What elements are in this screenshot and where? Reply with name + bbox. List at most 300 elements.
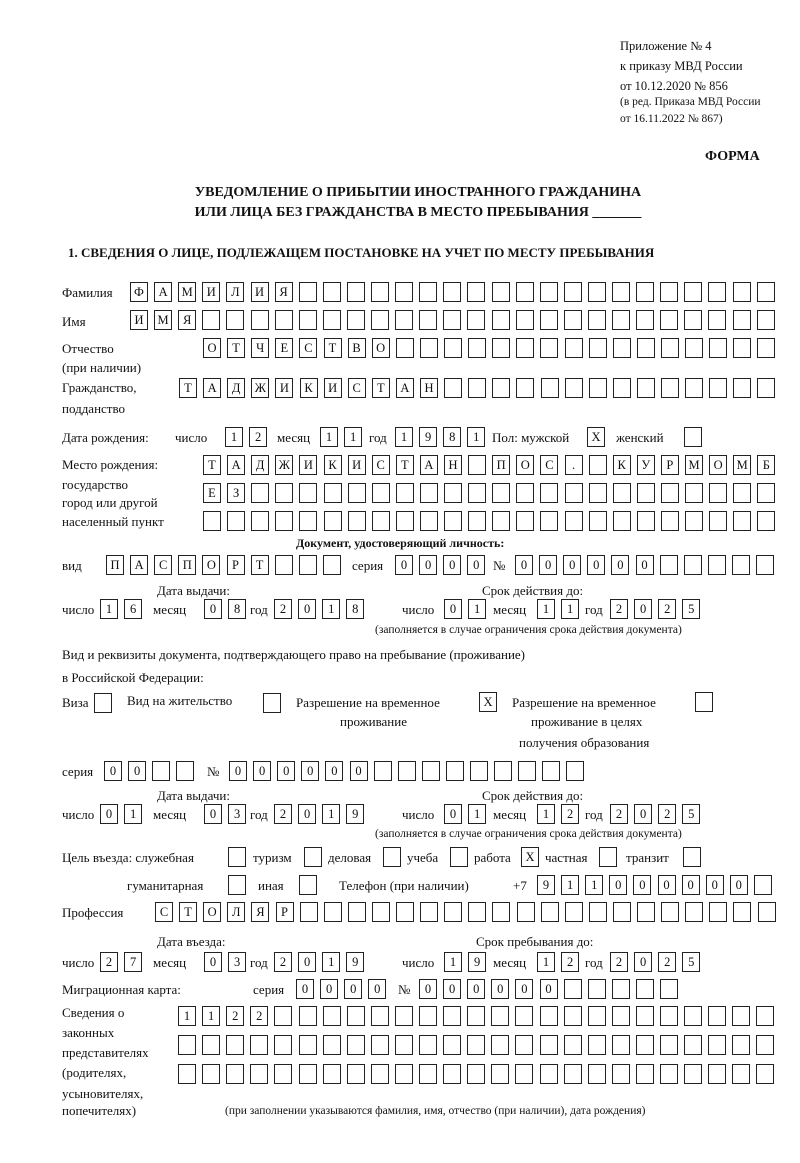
char-cell[interactable]: Ч bbox=[251, 338, 269, 358]
char-cell[interactable]: 0 bbox=[350, 761, 368, 781]
char-cell[interactable] bbox=[347, 282, 365, 302]
char-cell[interactable]: А bbox=[396, 378, 414, 398]
char-cell[interactable] bbox=[347, 1064, 365, 1084]
char-cell[interactable] bbox=[540, 483, 558, 503]
char-cell[interactable] bbox=[323, 1064, 341, 1084]
char-cell[interactable]: 1 bbox=[537, 599, 555, 619]
char-cell[interactable] bbox=[202, 310, 220, 330]
char-cell[interactable] bbox=[588, 310, 606, 330]
char-cell[interactable] bbox=[371, 1035, 389, 1055]
char-cell[interactable]: А bbox=[154, 282, 172, 302]
char-cell[interactable] bbox=[371, 282, 389, 302]
char-cell[interactable] bbox=[589, 483, 607, 503]
checkbox-cell[interactable] bbox=[383, 847, 401, 867]
char-cell[interactable] bbox=[516, 338, 534, 358]
char-cell[interactable] bbox=[420, 902, 438, 922]
char-cell[interactable] bbox=[250, 1064, 268, 1084]
char-cell[interactable]: 3 bbox=[228, 804, 246, 824]
char-cell[interactable] bbox=[732, 555, 750, 575]
char-cell[interactable] bbox=[661, 378, 679, 398]
char-cell[interactable] bbox=[347, 1006, 365, 1026]
char-cell[interactable] bbox=[564, 282, 582, 302]
char-cell[interactable]: Т bbox=[372, 378, 390, 398]
char-cell[interactable] bbox=[588, 1006, 606, 1026]
char-cell[interactable]: Ж bbox=[251, 378, 269, 398]
char-cell[interactable] bbox=[419, 282, 437, 302]
checkbox-cell[interactable] bbox=[599, 847, 617, 867]
char-cell[interactable] bbox=[470, 761, 488, 781]
char-cell[interactable] bbox=[684, 1006, 702, 1026]
char-cell[interactable]: 0 bbox=[730, 875, 748, 895]
char-cell[interactable]: 6 bbox=[124, 599, 142, 619]
char-cell[interactable]: 1 bbox=[344, 427, 362, 447]
char-cell[interactable] bbox=[323, 1006, 341, 1026]
char-cell[interactable] bbox=[251, 511, 269, 531]
char-cell[interactable] bbox=[709, 483, 727, 503]
char-cell[interactable]: 0 bbox=[467, 555, 485, 575]
char-cell[interactable] bbox=[492, 902, 510, 922]
char-cell[interactable] bbox=[420, 511, 438, 531]
char-cell[interactable]: 0 bbox=[634, 599, 652, 619]
char-cell[interactable] bbox=[372, 511, 390, 531]
char-cell[interactable]: Р bbox=[661, 455, 679, 475]
char-cell[interactable]: 0 bbox=[296, 979, 314, 999]
char-cell[interactable]: 1 bbox=[444, 952, 462, 972]
char-cell[interactable] bbox=[467, 1035, 485, 1055]
char-cell[interactable]: О bbox=[203, 338, 221, 358]
checkbox-cell[interactable] bbox=[695, 692, 713, 712]
char-cell[interactable] bbox=[684, 1035, 702, 1055]
char-cell[interactable] bbox=[515, 1035, 533, 1055]
char-cell[interactable]: 0 bbox=[491, 979, 509, 999]
char-cell[interactable] bbox=[709, 511, 727, 531]
char-cell[interactable] bbox=[299, 483, 317, 503]
char-cell[interactable]: 8 bbox=[228, 599, 246, 619]
char-cell[interactable] bbox=[419, 1035, 437, 1055]
char-cell[interactable] bbox=[274, 1035, 292, 1055]
char-cell[interactable]: 0 bbox=[277, 761, 295, 781]
char-cell[interactable] bbox=[757, 378, 775, 398]
char-cell[interactable] bbox=[589, 511, 607, 531]
char-cell[interactable]: В bbox=[348, 338, 366, 358]
checkbox-cell[interactable] bbox=[228, 847, 246, 867]
char-cell[interactable]: 9 bbox=[346, 952, 364, 972]
char-cell[interactable] bbox=[637, 511, 655, 531]
char-cell[interactable] bbox=[494, 761, 512, 781]
char-cell[interactable] bbox=[613, 378, 631, 398]
char-cell[interactable] bbox=[395, 310, 413, 330]
char-cell[interactable] bbox=[565, 483, 583, 503]
char-cell[interactable] bbox=[613, 483, 631, 503]
char-cell[interactable]: А bbox=[203, 378, 221, 398]
char-cell[interactable] bbox=[371, 1006, 389, 1026]
char-cell[interactable]: Я bbox=[275, 282, 293, 302]
char-cell[interactable] bbox=[661, 902, 679, 922]
char-cell[interactable] bbox=[564, 310, 582, 330]
char-cell[interactable]: 1 bbox=[585, 875, 603, 895]
char-cell[interactable] bbox=[299, 555, 317, 575]
char-cell[interactable]: 0 bbox=[563, 555, 581, 575]
char-cell[interactable]: 2 bbox=[610, 952, 628, 972]
char-cell[interactable] bbox=[589, 902, 607, 922]
checkbox-cell[interactable] bbox=[683, 847, 701, 867]
char-cell[interactable] bbox=[733, 511, 751, 531]
char-cell[interactable] bbox=[299, 1064, 317, 1084]
char-cell[interactable] bbox=[685, 483, 703, 503]
char-cell[interactable]: Я bbox=[178, 310, 196, 330]
char-cell[interactable]: 0 bbox=[419, 979, 437, 999]
checkbox-cell[interactable] bbox=[304, 847, 322, 867]
char-cell[interactable] bbox=[443, 282, 461, 302]
char-cell[interactable]: Я bbox=[251, 902, 269, 922]
char-cell[interactable] bbox=[708, 1006, 726, 1026]
char-cell[interactable] bbox=[756, 1006, 774, 1026]
char-cell[interactable]: 0 bbox=[658, 875, 676, 895]
char-cell[interactable] bbox=[685, 511, 703, 531]
char-cell[interactable] bbox=[347, 310, 365, 330]
checkbox-cell[interactable]: X bbox=[479, 692, 497, 712]
char-cell[interactable] bbox=[226, 310, 244, 330]
char-cell[interactable] bbox=[708, 310, 726, 330]
char-cell[interactable] bbox=[275, 310, 293, 330]
char-cell[interactable] bbox=[515, 1006, 533, 1026]
char-cell[interactable] bbox=[371, 1064, 389, 1084]
char-cell[interactable] bbox=[684, 1064, 702, 1084]
char-cell[interactable]: А bbox=[420, 455, 438, 475]
char-cell[interactable] bbox=[396, 902, 414, 922]
char-cell[interactable] bbox=[299, 1035, 317, 1055]
char-cell[interactable] bbox=[588, 282, 606, 302]
char-cell[interactable]: М bbox=[733, 455, 751, 475]
char-cell[interactable]: 2 bbox=[658, 599, 676, 619]
char-cell[interactable] bbox=[660, 310, 678, 330]
char-cell[interactable] bbox=[202, 1064, 220, 1084]
char-cell[interactable] bbox=[565, 378, 583, 398]
char-cell[interactable] bbox=[685, 378, 703, 398]
char-cell[interactable]: 0 bbox=[634, 952, 652, 972]
char-cell[interactable] bbox=[515, 1064, 533, 1084]
char-cell[interactable] bbox=[756, 1064, 774, 1084]
char-cell[interactable]: У bbox=[637, 455, 655, 475]
char-cell[interactable] bbox=[517, 902, 535, 922]
char-cell[interactable]: Т bbox=[227, 338, 245, 358]
char-cell[interactable]: Е bbox=[275, 338, 293, 358]
char-cell[interactable]: 0 bbox=[609, 875, 627, 895]
char-cell[interactable] bbox=[733, 282, 751, 302]
char-cell[interactable] bbox=[419, 310, 437, 330]
char-cell[interactable]: 0 bbox=[611, 555, 629, 575]
char-cell[interactable]: 1 bbox=[537, 804, 555, 824]
char-cell[interactable]: 0 bbox=[515, 979, 533, 999]
char-cell[interactable] bbox=[684, 282, 702, 302]
char-cell[interactable] bbox=[178, 1035, 196, 1055]
char-cell[interactable] bbox=[203, 511, 221, 531]
char-cell[interactable] bbox=[348, 483, 366, 503]
char-cell[interactable]: Т bbox=[324, 338, 342, 358]
char-cell[interactable] bbox=[395, 282, 413, 302]
char-cell[interactable] bbox=[732, 1064, 750, 1084]
char-cell[interactable]: Т bbox=[179, 902, 197, 922]
char-cell[interactable]: 1 bbox=[322, 804, 340, 824]
char-cell[interactable]: И bbox=[348, 455, 366, 475]
char-cell[interactable] bbox=[709, 902, 727, 922]
char-cell[interactable] bbox=[516, 511, 534, 531]
char-cell[interactable]: Т bbox=[251, 555, 269, 575]
char-cell[interactable] bbox=[300, 902, 318, 922]
char-cell[interactable] bbox=[468, 902, 486, 922]
char-cell[interactable] bbox=[754, 875, 772, 895]
char-cell[interactable]: 2 bbox=[561, 804, 579, 824]
char-cell[interactable] bbox=[250, 1035, 268, 1055]
char-cell[interactable]: С bbox=[154, 555, 172, 575]
char-cell[interactable] bbox=[636, 1064, 654, 1084]
char-cell[interactable]: Р bbox=[276, 902, 294, 922]
char-cell[interactable]: 0 bbox=[253, 761, 271, 781]
char-cell[interactable] bbox=[566, 761, 584, 781]
char-cell[interactable] bbox=[395, 1064, 413, 1084]
char-cell[interactable] bbox=[443, 1035, 461, 1055]
char-cell[interactable]: П bbox=[492, 455, 510, 475]
char-cell[interactable] bbox=[422, 761, 440, 781]
char-cell[interactable]: О bbox=[516, 455, 534, 475]
char-cell[interactable]: С bbox=[299, 338, 317, 358]
char-cell[interactable]: А bbox=[130, 555, 148, 575]
char-cell[interactable]: С bbox=[348, 378, 366, 398]
char-cell[interactable] bbox=[395, 1035, 413, 1055]
char-cell[interactable] bbox=[443, 1006, 461, 1026]
char-cell[interactable]: 2 bbox=[100, 952, 118, 972]
char-cell[interactable] bbox=[540, 310, 558, 330]
char-cell[interactable]: 8 bbox=[443, 427, 461, 447]
checkbox-cell[interactable]: X bbox=[587, 427, 605, 447]
char-cell[interactable]: 0 bbox=[229, 761, 247, 781]
char-cell[interactable] bbox=[274, 1064, 292, 1084]
char-cell[interactable] bbox=[709, 378, 727, 398]
char-cell[interactable] bbox=[468, 455, 486, 475]
char-cell[interactable] bbox=[251, 310, 269, 330]
char-cell[interactable]: 0 bbox=[419, 555, 437, 575]
char-cell[interactable]: 0 bbox=[368, 979, 386, 999]
char-cell[interactable]: 0 bbox=[301, 761, 319, 781]
checkbox-cell[interactable]: X bbox=[521, 847, 539, 867]
char-cell[interactable] bbox=[541, 378, 559, 398]
char-cell[interactable] bbox=[516, 483, 534, 503]
char-cell[interactable] bbox=[226, 1064, 244, 1084]
char-cell[interactable]: С bbox=[155, 902, 173, 922]
char-cell[interactable]: 0 bbox=[100, 804, 118, 824]
char-cell[interactable] bbox=[467, 310, 485, 330]
char-cell[interactable] bbox=[660, 555, 678, 575]
char-cell[interactable] bbox=[588, 1035, 606, 1055]
char-cell[interactable]: 7 bbox=[124, 952, 142, 972]
char-cell[interactable] bbox=[299, 310, 317, 330]
char-cell[interactable] bbox=[709, 338, 727, 358]
char-cell[interactable] bbox=[660, 282, 678, 302]
char-cell[interactable]: Д bbox=[251, 455, 269, 475]
char-cell[interactable]: 2 bbox=[610, 804, 628, 824]
char-cell[interactable]: 2 bbox=[274, 599, 292, 619]
char-cell[interactable] bbox=[733, 902, 751, 922]
char-cell[interactable]: И bbox=[251, 282, 269, 302]
char-cell[interactable]: С bbox=[372, 455, 390, 475]
char-cell[interactable] bbox=[516, 378, 534, 398]
char-cell[interactable]: 0 bbox=[443, 555, 461, 575]
char-cell[interactable] bbox=[756, 555, 774, 575]
char-cell[interactable] bbox=[492, 483, 510, 503]
char-cell[interactable]: 1 bbox=[395, 427, 413, 447]
char-cell[interactable]: Е bbox=[203, 483, 221, 503]
char-cell[interactable]: Р bbox=[227, 555, 245, 575]
char-cell[interactable] bbox=[323, 555, 341, 575]
char-cell[interactable] bbox=[323, 1035, 341, 1055]
char-cell[interactable] bbox=[684, 555, 702, 575]
char-cell[interactable] bbox=[348, 902, 366, 922]
char-cell[interactable]: 1 bbox=[561, 599, 579, 619]
char-cell[interactable] bbox=[444, 338, 462, 358]
char-cell[interactable]: 1 bbox=[202, 1006, 220, 1026]
char-cell[interactable]: 0 bbox=[636, 555, 654, 575]
char-cell[interactable] bbox=[612, 310, 630, 330]
char-cell[interactable] bbox=[564, 1035, 582, 1055]
char-cell[interactable] bbox=[491, 1035, 509, 1055]
checkbox-cell[interactable] bbox=[263, 693, 281, 713]
char-cell[interactable]: З bbox=[227, 483, 245, 503]
char-cell[interactable]: О bbox=[372, 338, 390, 358]
char-cell[interactable] bbox=[419, 1064, 437, 1084]
char-cell[interactable] bbox=[372, 902, 390, 922]
char-cell[interactable]: 0 bbox=[298, 804, 316, 824]
char-cell[interactable]: М bbox=[178, 282, 196, 302]
char-cell[interactable] bbox=[227, 511, 245, 531]
char-cell[interactable] bbox=[467, 1064, 485, 1084]
char-cell[interactable] bbox=[324, 902, 342, 922]
char-cell[interactable]: 0 bbox=[444, 599, 462, 619]
char-cell[interactable]: 0 bbox=[204, 804, 222, 824]
char-cell[interactable] bbox=[491, 1064, 509, 1084]
char-cell[interactable]: 0 bbox=[344, 979, 362, 999]
char-cell[interactable] bbox=[492, 282, 510, 302]
char-cell[interactable]: 2 bbox=[274, 952, 292, 972]
char-cell[interactable] bbox=[468, 338, 486, 358]
char-cell[interactable]: 0 bbox=[539, 555, 557, 575]
char-cell[interactable] bbox=[757, 483, 775, 503]
char-cell[interactable] bbox=[636, 1035, 654, 1055]
char-cell[interactable]: И bbox=[324, 378, 342, 398]
char-cell[interactable] bbox=[348, 511, 366, 531]
char-cell[interactable]: . bbox=[565, 455, 583, 475]
checkbox-cell[interactable] bbox=[94, 693, 112, 713]
char-cell[interactable] bbox=[685, 902, 703, 922]
char-cell[interactable] bbox=[395, 1006, 413, 1026]
char-cell[interactable] bbox=[660, 979, 678, 999]
char-cell[interactable]: 0 bbox=[443, 979, 461, 999]
char-cell[interactable] bbox=[540, 1006, 558, 1026]
char-cell[interactable] bbox=[275, 483, 293, 503]
char-cell[interactable] bbox=[685, 338, 703, 358]
char-cell[interactable] bbox=[275, 511, 293, 531]
char-cell[interactable]: 0 bbox=[128, 761, 146, 781]
char-cell[interactable]: С bbox=[540, 455, 558, 475]
char-cell[interactable]: 1 bbox=[468, 804, 486, 824]
char-cell[interactable] bbox=[660, 1006, 678, 1026]
char-cell[interactable] bbox=[661, 511, 679, 531]
char-cell[interactable] bbox=[518, 761, 536, 781]
char-cell[interactable]: 0 bbox=[682, 875, 700, 895]
char-cell[interactable] bbox=[468, 378, 486, 398]
char-cell[interactable]: 0 bbox=[515, 555, 533, 575]
char-cell[interactable] bbox=[757, 511, 775, 531]
char-cell[interactable] bbox=[444, 511, 462, 531]
char-cell[interactable] bbox=[396, 511, 414, 531]
char-cell[interactable] bbox=[732, 1035, 750, 1055]
char-cell[interactable]: К bbox=[613, 455, 631, 475]
char-cell[interactable]: 9 bbox=[419, 427, 437, 447]
char-cell[interactable]: К bbox=[324, 455, 342, 475]
char-cell[interactable]: 0 bbox=[540, 979, 558, 999]
char-cell[interactable] bbox=[589, 338, 607, 358]
char-cell[interactable]: 0 bbox=[298, 952, 316, 972]
char-cell[interactable]: 2 bbox=[249, 427, 267, 447]
char-cell[interactable] bbox=[444, 902, 462, 922]
char-cell[interactable]: 1 bbox=[537, 952, 555, 972]
char-cell[interactable]: Т bbox=[179, 378, 197, 398]
char-cell[interactable]: 1 bbox=[322, 599, 340, 619]
char-cell[interactable] bbox=[733, 310, 751, 330]
char-cell[interactable] bbox=[323, 310, 341, 330]
char-cell[interactable]: 2 bbox=[561, 952, 579, 972]
char-cell[interactable] bbox=[492, 310, 510, 330]
char-cell[interactable] bbox=[420, 338, 438, 358]
char-cell[interactable]: И bbox=[275, 378, 293, 398]
char-cell[interactable] bbox=[178, 1064, 196, 1084]
char-cell[interactable]: П bbox=[106, 555, 124, 575]
char-cell[interactable] bbox=[299, 511, 317, 531]
char-cell[interactable]: 1 bbox=[178, 1006, 196, 1026]
char-cell[interactable] bbox=[444, 483, 462, 503]
char-cell[interactable] bbox=[371, 310, 389, 330]
char-cell[interactable] bbox=[324, 483, 342, 503]
char-cell[interactable] bbox=[419, 1006, 437, 1026]
char-cell[interactable] bbox=[565, 902, 583, 922]
char-cell[interactable]: 3 bbox=[228, 952, 246, 972]
char-cell[interactable]: 0 bbox=[467, 979, 485, 999]
char-cell[interactable] bbox=[636, 282, 654, 302]
char-cell[interactable] bbox=[565, 338, 583, 358]
char-cell[interactable] bbox=[275, 555, 293, 575]
char-cell[interactable]: 8 bbox=[346, 599, 364, 619]
char-cell[interactable] bbox=[491, 1006, 509, 1026]
char-cell[interactable] bbox=[374, 761, 392, 781]
char-cell[interactable] bbox=[733, 338, 751, 358]
char-cell[interactable] bbox=[613, 338, 631, 358]
char-cell[interactable]: 1 bbox=[561, 875, 579, 895]
char-cell[interactable] bbox=[467, 282, 485, 302]
char-cell[interactable] bbox=[492, 511, 510, 531]
char-cell[interactable] bbox=[733, 378, 751, 398]
char-cell[interactable] bbox=[612, 1006, 630, 1026]
char-cell[interactable]: И bbox=[202, 282, 220, 302]
char-cell[interactable]: А bbox=[227, 455, 245, 475]
char-cell[interactable]: Ж bbox=[275, 455, 293, 475]
char-cell[interactable]: 0 bbox=[587, 555, 605, 575]
char-cell[interactable]: Т bbox=[203, 455, 221, 475]
char-cell[interactable]: Д bbox=[227, 378, 245, 398]
char-cell[interactable] bbox=[708, 1064, 726, 1084]
char-cell[interactable]: 0 bbox=[204, 952, 222, 972]
char-cell[interactable] bbox=[589, 455, 607, 475]
char-cell[interactable] bbox=[637, 483, 655, 503]
char-cell[interactable]: Л bbox=[226, 282, 244, 302]
